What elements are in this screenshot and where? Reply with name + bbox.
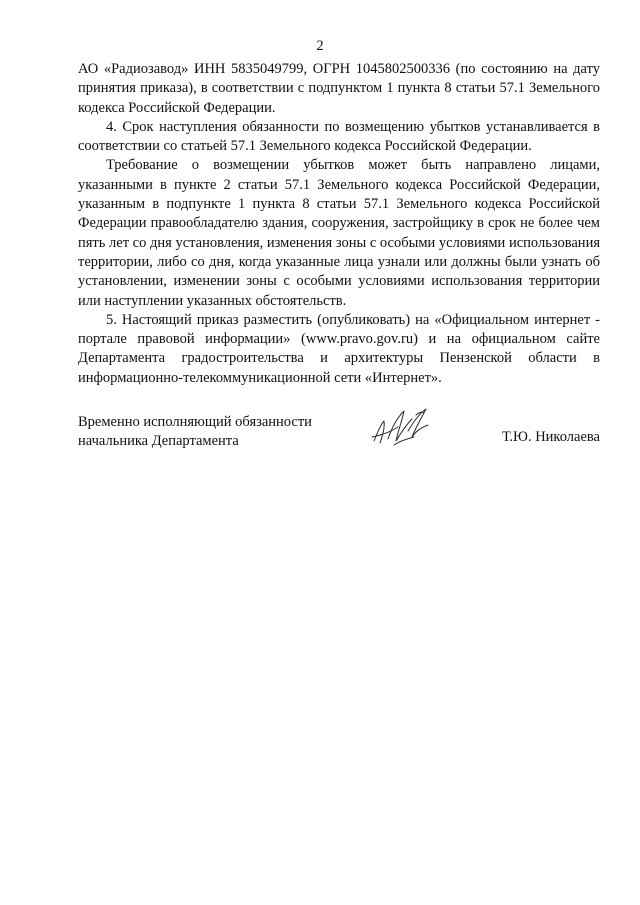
signatory-title-line-1: Временно исполняющий обязанности — [78, 414, 312, 430]
signature-block — [78, 413, 600, 463]
handwritten-signature — [368, 401, 438, 456]
signatory-title-line-2: начальника Департамента — [78, 433, 239, 450]
page-number: 2 — [316, 38, 324, 54]
paragraph-item-4: 4. Срок наступления обязанности по возмещению убытков устанавливается в соответствии со статьей 57.1 Земельного кодекса Российской Федерации. — [78, 118, 600, 155]
paragraph-continuation: АО «Радиозавод» ИНН 5835049799, ОГРН 1045802500336 (по состоянию на дату принятия приказа), в соответствии с подпунктом 1 пункта 8 статьи 57.1 Земельного кодекса Российской Федерации. — [78, 61, 600, 116]
signatory-title — [78, 413, 358, 452]
paragraph-damages-claim: Требование о возмещении убытков может быть направлено лицами, указанными в пункте 2 статьи 57.1 Земельного кодекса Российской Федерации, указанным в подпункте 1 пункта 8 статьи 57.1 Земельного кодекса Российской Федерации правообладателю здания, сооружения, застройщику в срок не более чем пять лет со дня установления, изменения зоны с особыми условиями использования территории, либо со дня, когда указанные лица узнали или должны были узнать об установлении, изменении зоны с особыми условиями использования территории или наступлении указанных обстоятельств. — [78, 157, 600, 309]
paragraph-item-5: 5. Настоящий приказ разместить (опубликовать) на «Официальном интернет - портале правовой информации» (www.pravo.gov.ru) и на официальном сайте Департамента градостроительства и архитектуры Пензенской области в информационно-телекоммуникационной сети «Интернет». — [78, 311, 600, 386]
signatory-name: Т.Ю. Николаева — [502, 429, 600, 445]
document-body — [78, 60, 600, 388]
